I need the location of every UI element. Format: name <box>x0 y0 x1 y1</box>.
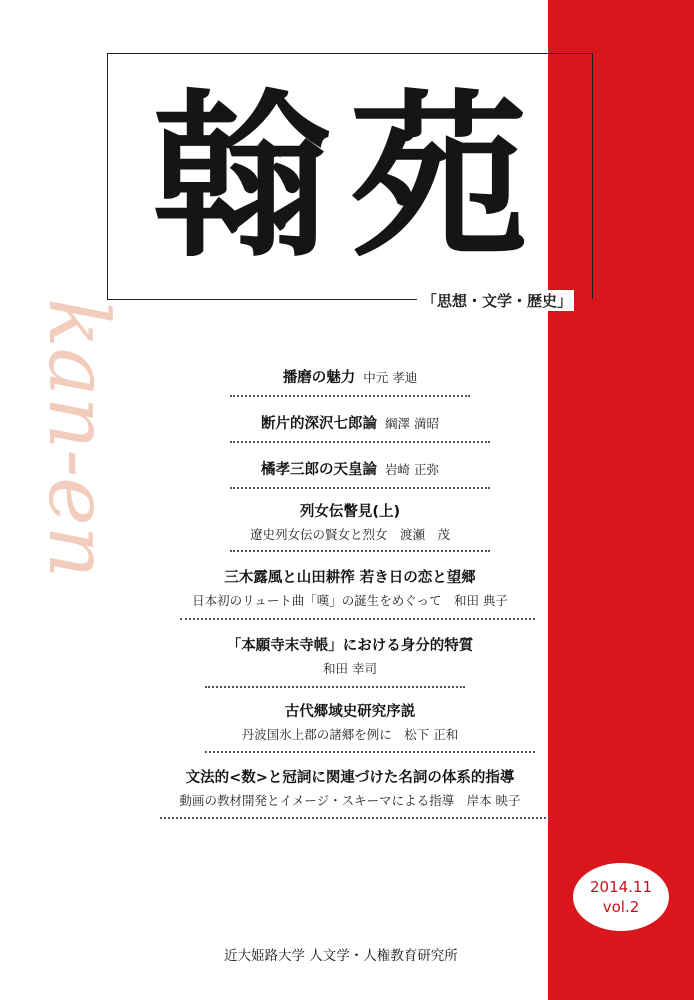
toc-entry-subline: 動画の教材開発とイメージ・スキーマによる指導 岸本 映子 <box>179 793 521 808</box>
toc-entry-4 <box>150 500 550 543</box>
toc-entry-subline: 日本初のリュート曲「嘆」の誕生をめぐって 和田 典子 <box>192 593 508 608</box>
dotted-divider <box>180 618 535 620</box>
dotted-divider <box>230 395 470 397</box>
toc-entry-1 <box>150 366 550 387</box>
toc-entry-title: 断片的深沢七郎論 <box>261 416 377 432</box>
dotted-divider <box>160 817 550 819</box>
toc-entry-title: 列女伝瞥見(上) <box>299 504 401 520</box>
toc-entry-subline: 遼史列女伝の賢女と烈女 渡瀬 茂 <box>249 527 450 542</box>
dotted-divider <box>230 550 490 552</box>
toc-entry-title: 三木露風と山田耕筰 若き日の恋と望郷 <box>224 570 476 586</box>
toc-entry-subline: 丹波国氷上郡の諸郷を例に 松下 正和 <box>241 727 459 742</box>
toc-entry-title: 橘孝三郎の天皇論 <box>261 462 377 478</box>
journal-subtitle: 「思想・文学・歴史」 <box>422 292 573 310</box>
dotted-divider <box>230 487 490 489</box>
toc-entry-author: 綱澤 満昭 <box>385 416 439 431</box>
journal-title: 翰苑 <box>152 72 548 281</box>
toc-entry-title: 文法的<数>と冠詞に関連づけた名詞の体系的指導 <box>185 770 515 786</box>
toc-entry-author: 岩崎 正弥 <box>385 462 439 477</box>
toc-entry-2 <box>150 412 550 433</box>
toc-entry-8 <box>150 766 550 809</box>
toc-entry-title: 播磨の魅力 <box>282 370 356 386</box>
issue-badge <box>573 863 669 931</box>
title-frame-underline <box>107 299 417 300</box>
toc-entry-title: 古代郷域史研究序説 <box>284 704 416 720</box>
toc-entry-3 <box>150 458 550 479</box>
toc-entry-6 <box>150 634 550 677</box>
dotted-divider <box>230 441 490 443</box>
toc-entry-subline: 和田 幸司 <box>323 661 377 676</box>
romaji-title <box>20 290 125 690</box>
dotted-divider <box>205 751 535 753</box>
issue-date: 2014.11 <box>589 878 653 896</box>
issue-volume: vol.2 <box>602 898 640 916</box>
dotted-divider <box>205 686 465 688</box>
romaji-title-text: kan-en <box>30 298 125 579</box>
toc-entry-title: 「本願寺末寺帳」における身分的特質 <box>226 638 474 654</box>
toc-entry-author: 中元 孝迪 <box>363 370 418 385</box>
toc-entry-7 <box>150 700 550 743</box>
toc-entry-5 <box>150 566 550 609</box>
publisher-name: 近大姫路大学 人文学・人権教育研究所 <box>224 948 458 964</box>
